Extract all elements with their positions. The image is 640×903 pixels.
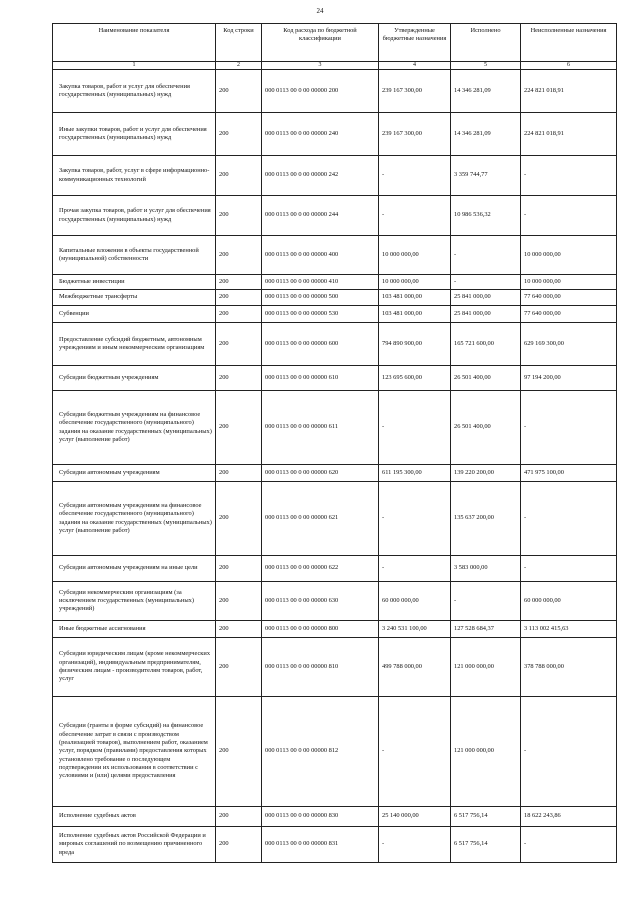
table-row	[53, 621, 617, 638]
row-unexecuted: -	[521, 196, 617, 236]
row-unexecuted: 60 000 000,00	[521, 582, 617, 621]
table-row	[53, 556, 617, 582]
row-name-cell	[53, 323, 216, 366]
row-line-code: 200	[216, 306, 262, 323]
row-name-cell	[53, 70, 216, 113]
row-name-cell	[53, 391, 216, 465]
row-approved: -	[379, 697, 451, 807]
row-approved: -	[379, 156, 451, 196]
table-row	[53, 827, 617, 863]
row-name: Субсидии юридическим лицам (кроме некоммерческих организаций), индивидуальным предпринимателям, физическим лицам - производителям товаров, работ, услуг	[59, 650, 211, 683]
row-line-code: 200	[216, 323, 262, 366]
row-executed: 6 517 756,14	[451, 827, 521, 863]
row-approved: 611 195 300,00	[379, 465, 451, 482]
row-name-cell	[53, 290, 216, 306]
row-line-code: 200	[216, 236, 262, 275]
column-number: 3	[262, 62, 379, 70]
row-line-code: 200	[216, 366, 262, 391]
table-row	[53, 290, 617, 306]
row-name: Субсидии автономным учреждениям	[59, 468, 160, 476]
row-classification-code: 000 0113 00 0 00 00000 244	[262, 196, 379, 236]
row-classification-code: 000 0113 00 0 00 00000 242	[262, 156, 379, 196]
row-unexecuted: 18 622 243,86	[521, 807, 617, 827]
row-unexecuted: 3 113 002 415,63	[521, 621, 617, 638]
row-name-cell	[53, 366, 216, 391]
row-line-code: 200	[216, 275, 262, 290]
page-number: 24	[316, 7, 324, 15]
row-classification-code: 000 0113 00 0 00 00000 410	[262, 275, 379, 290]
column-number: 4	[379, 62, 451, 70]
row-name-cell	[53, 827, 216, 863]
row-executed: -	[451, 275, 521, 290]
row-classification-code: 000 0113 00 0 00 00000 800	[262, 621, 379, 638]
row-name: Предоставление субсидий бюджетным, автономным учреждениям и иным некоммерческим организациям	[59, 335, 205, 351]
row-name: Субсидии (гранты в форме субсидий) на финансовое обеспечение затрат в связи с производством (реализацией товаров), выполнением работ, оказанием услуг, порядком (правилами) предоставления которых установлено требование о последующем подтверждении их использования в соответствии с условиями и (или) целями предоставления	[59, 722, 208, 780]
column-number: 2	[216, 62, 262, 70]
row-classification-code: 000 0113 00 0 00 00000 621	[262, 482, 379, 556]
row-name-cell	[53, 556, 216, 582]
row-approved: 60 000 000,00	[379, 582, 451, 621]
row-classification-code: 000 0113 00 0 00 00000 831	[262, 827, 379, 863]
header-executed: Исполнено	[451, 24, 521, 62]
row-classification-code: 000 0113 00 0 00 00000 200	[262, 70, 379, 113]
row-unexecuted: -	[521, 156, 617, 196]
row-name: Исполнение судебных актов	[59, 812, 136, 820]
row-line-code: 200	[216, 621, 262, 638]
row-classification-code: 000 0113 00 0 00 00000 630	[262, 582, 379, 621]
table-row	[53, 70, 617, 113]
row-executed: 10 986 536,32	[451, 196, 521, 236]
row-name: Бюджетные инвестиции	[59, 277, 125, 285]
column-number: 5	[451, 62, 521, 70]
row-name: Капитальные вложения в объекты государственной (муниципальной) собственности	[59, 246, 199, 262]
table-header-row	[53, 24, 617, 62]
column-number-row	[53, 62, 617, 70]
row-classification-code: 000 0113 00 0 00 00000 500	[262, 290, 379, 306]
row-unexecuted: -	[521, 697, 617, 807]
row-executed: 14 346 281,09	[451, 113, 521, 156]
row-unexecuted: 97 194 200,00	[521, 366, 617, 391]
row-name: Иные закупки товаров, работ и услуг для обеспечения государственных (муниципальных) нужд	[59, 125, 207, 141]
row-approved: -	[379, 827, 451, 863]
table-row	[53, 323, 617, 366]
row-name: Субсидии бюджетным учреждениям на финансовое обеспечение государственного (муниципального) задания на оказание государственных (муниципальных) услуг (выполнение работ)	[59, 410, 212, 443]
row-approved: 499 788 000,00	[379, 638, 451, 697]
column-number: 6	[521, 62, 617, 70]
row-classification-code: 000 0113 00 0 00 00000 620	[262, 465, 379, 482]
row-classification-code: 000 0113 00 0 00 00000 600	[262, 323, 379, 366]
row-name-cell	[53, 807, 216, 827]
row-name: Субсидии некоммерческим организациям (за исключением государственных (муниципальных) учреждений)	[59, 588, 194, 613]
row-unexecuted: 224 821 018,91	[521, 70, 617, 113]
column-number: 1	[53, 62, 216, 70]
row-name: Прочая закупка товаров, работ и услуг для обеспечения государственных (муниципальных) нужд	[59, 207, 211, 223]
row-name-cell	[53, 306, 216, 323]
row-unexecuted: -	[521, 556, 617, 582]
row-classification-code: 000 0113 00 0 00 00000 400	[262, 236, 379, 275]
row-unexecuted: -	[521, 827, 617, 863]
row-name-cell	[53, 113, 216, 156]
row-unexecuted: -	[521, 482, 617, 556]
table-row	[53, 236, 617, 275]
row-line-code: 200	[216, 391, 262, 465]
row-executed: 25 841 000,00	[451, 290, 521, 306]
row-executed: 3 359 744,77	[451, 156, 521, 196]
row-unexecuted: 77 640 000,00	[521, 306, 617, 323]
row-name-cell	[53, 196, 216, 236]
row-name-cell	[53, 236, 216, 275]
table-row	[53, 482, 617, 556]
row-approved: 123 695 600,00	[379, 366, 451, 391]
table-row	[53, 638, 617, 697]
table-row	[53, 582, 617, 621]
row-unexecuted: 10 000 000,00	[521, 275, 617, 290]
header-line-code: Код строки	[216, 24, 262, 62]
row-executed: 121 000 000,00	[451, 697, 521, 807]
row-executed: 6 517 756,14	[451, 807, 521, 827]
row-approved: -	[379, 482, 451, 556]
row-unexecuted: 77 640 000,00	[521, 290, 617, 306]
row-name-cell	[53, 638, 216, 697]
table-row	[53, 391, 617, 465]
row-executed: 3 583 000,00	[451, 556, 521, 582]
row-name-cell	[53, 482, 216, 556]
row-line-code: 200	[216, 482, 262, 556]
row-approved: 239 167 300,00	[379, 70, 451, 113]
row-executed: 139 220 200,00	[451, 465, 521, 482]
row-approved: -	[379, 391, 451, 465]
row-approved: 10 000 000,00	[379, 275, 451, 290]
row-line-code: 200	[216, 582, 262, 621]
header-budget-classification: Код расхода по бюджетной классификации	[262, 24, 379, 62]
row-executed: 25 841 000,00	[451, 306, 521, 323]
row-classification-code: 000 0113 00 0 00 00000 610	[262, 366, 379, 391]
row-approved: 239 167 300,00	[379, 113, 451, 156]
row-name: Субсидии автономным учреждениям на иные цели	[59, 564, 198, 572]
row-name-cell	[53, 621, 216, 638]
row-line-code: 200	[216, 807, 262, 827]
row-unexecuted: 629 169 300,00	[521, 323, 617, 366]
row-name: Субвенции	[59, 309, 89, 317]
row-executed: 26 501 400,00	[451, 391, 521, 465]
row-line-code: 200	[216, 156, 262, 196]
row-name: Исполнение судебных актов Российской Федерации и мировых соглашений по возмещению причиненного вреда	[59, 832, 206, 856]
row-name: Субсидии бюджетным учреждениям	[59, 373, 159, 381]
row-approved: -	[379, 196, 451, 236]
row-approved: 103 481 000,00	[379, 306, 451, 323]
row-approved: 103 481 000,00	[379, 290, 451, 306]
row-executed: 26 501 400,00	[451, 366, 521, 391]
row-approved: 10 000 000,00	[379, 236, 451, 275]
row-name-cell	[53, 697, 216, 807]
row-executed: 165 721 600,00	[451, 323, 521, 366]
row-name-cell	[53, 156, 216, 196]
row-approved: 3 240 531 100,00	[379, 621, 451, 638]
row-unexecuted: 378 788 000,00	[521, 638, 617, 697]
table-body	[53, 70, 617, 863]
table-row	[53, 306, 617, 323]
row-name-cell	[53, 465, 216, 482]
row-classification-code: 000 0113 00 0 00 00000 530	[262, 306, 379, 323]
row-classification-code: 000 0113 00 0 00 00000 611	[262, 391, 379, 465]
row-name: Иные бюджетные ассигнования	[59, 624, 146, 632]
row-executed: 14 346 281,09	[451, 70, 521, 113]
row-unexecuted: 471 975 100,00	[521, 465, 617, 482]
table-row	[53, 113, 617, 156]
budget-report-table	[52, 23, 617, 863]
header-unexecuted: Неисполненные назначения	[521, 24, 617, 62]
row-approved: 794 890 900,00	[379, 323, 451, 366]
table-row	[53, 366, 617, 391]
row-line-code: 200	[216, 113, 262, 156]
table-row	[53, 196, 617, 236]
row-approved: 25 140 000,00	[379, 807, 451, 827]
row-name: Закупка товаров, работ, услуг в сфере информационно-коммуникационных технологий	[59, 167, 210, 183]
row-classification-code: 000 0113 00 0 00 00000 622	[262, 556, 379, 582]
row-executed: 127 528 684,37	[451, 621, 521, 638]
row-line-code: 200	[216, 556, 262, 582]
table-row	[53, 156, 617, 196]
table-row	[53, 465, 617, 482]
row-classification-code: 000 0113 00 0 00 00000 830	[262, 807, 379, 827]
row-classification-code: 000 0113 00 0 00 00000 240	[262, 113, 379, 156]
row-line-code: 200	[216, 697, 262, 807]
row-executed: 121 000 000,00	[451, 638, 521, 697]
header-approved: Утвержденные бюджетные назначения	[379, 24, 451, 62]
row-executed: -	[451, 236, 521, 275]
row-line-code: 200	[216, 290, 262, 306]
table-row	[53, 807, 617, 827]
row-unexecuted: 10 000 000,00	[521, 236, 617, 275]
row-line-code: 200	[216, 827, 262, 863]
row-name: Межбюджетные трансферты	[59, 293, 138, 301]
row-name: Закупка товаров, работ и услуг для обеспечения государственных (муниципальных) нужд	[59, 82, 190, 98]
row-line-code: 200	[216, 196, 262, 236]
row-name: Субсидии автономным учреждениям на финансовое обеспечение государственного (муниципального) задания на оказание государственных (муниципальных) услуг (выполнение работ)	[59, 501, 212, 534]
row-unexecuted: 224 821 018,91	[521, 113, 617, 156]
row-approved: -	[379, 556, 451, 582]
row-name-cell	[53, 582, 216, 621]
header-indicator-name: Наименование показателя	[53, 24, 216, 62]
row-line-code: 200	[216, 638, 262, 697]
row-line-code: 200	[216, 465, 262, 482]
table-row	[53, 697, 617, 807]
row-classification-code: 000 0113 00 0 00 00000 810	[262, 638, 379, 697]
row-name-cell	[53, 275, 216, 290]
table-row	[53, 275, 617, 290]
row-classification-code: 000 0113 00 0 00 00000 812	[262, 697, 379, 807]
row-unexecuted: -	[521, 391, 617, 465]
row-line-code: 200	[216, 70, 262, 113]
row-executed: -	[451, 582, 521, 621]
row-executed: 135 637 200,00	[451, 482, 521, 556]
